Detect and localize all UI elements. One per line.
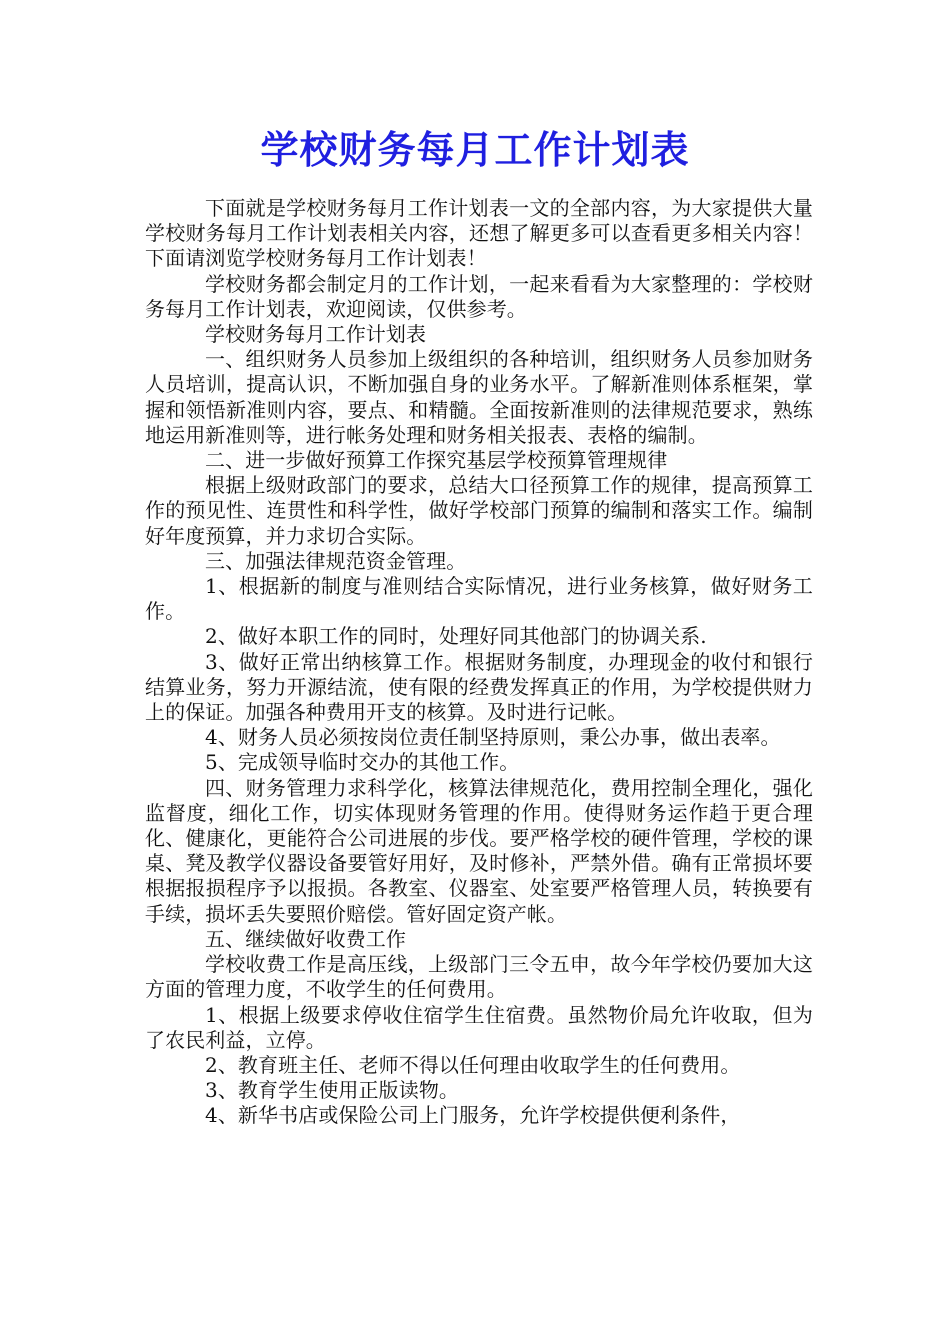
- paragraph-section-5-item-2: 2、教育班主任、老师不得以任何理由收取学生的任何费用。: [205, 1052, 741, 1077]
- paragraph-preface: 学校财务都会制定月的工作计划，一起来看看为大家整理的：学校财务每月工作计划表，欢迎阅读，仅供参考。: [145, 271, 813, 321]
- paragraph-section-3-item-1: 1、根据新的制度与准则结合实际情况，进行业务核算，做好财务工作。: [145, 574, 813, 624]
- paragraph-section-3-item-5: 5、完成领导临时交办的其他工作。: [205, 750, 520, 775]
- paragraph-section-5-body: 学校收费工作是高压线，上级部门三令五申，故今年学校仍要加大这方面的管理力度，不收学生的任何费用。: [145, 952, 813, 1002]
- paragraph-intro: 下面就是学校财务每月工作计划表一文的全部内容，为大家提供大量学校财务每月工作计划表相关内容，还想了解更多可以查看更多相关内容！下面请浏览学校财务每月工作计划表！: [145, 196, 813, 271]
- paragraph-section-5-heading: 五、继续做好收费工作: [205, 926, 406, 951]
- paragraph-section-4: 四、财务管理力求科学化，核算法律规范化，费用控制全理化，强化监督度，细化工作，切实体现财务管理的作用。使得财务运作趋于更合理化、健康化，更能符合公司进展的步伐。要严格学校的硬件管理，学校的课桌、凳及教学仪器设备要管好用好，及时修补，严禁外借。确有正常损坏要根据报损程序予以报损。各教室、仪器室、处室要严格管理人员，转换要有手续，损坏丢失要照价赔偿。管好固定资产帐。: [145, 775, 813, 926]
- paragraph-section-5-item-4: 4、新华书店或保险公司上门服务，允许学校提供便利条件，: [205, 1103, 741, 1128]
- document-body: [145, 196, 813, 1129]
- paragraph-section-1: 一、组织财务人员参加上级组织的各种培训，组织财务人员参加财务人员培训，提高认识，不断加强自身的业务水平。了解新准则体系框架，掌握和领悟新准则内容，要点、和精髓。全面按新准则的法律规范要求，熟练地运用新准则等，进行帐务处理和财务相关报表、表格的编制。: [145, 347, 813, 447]
- paragraph-section-5-item-1: 1、根据上级要求停收住宿学生住宿费。虽然物价局允许收取，但为了农民利益，立停。: [145, 1002, 813, 1052]
- paragraph-section-2-heading: 二、进一步做好预算工作探究基层学校预算管理规律: [205, 448, 668, 473]
- paragraph-section-3-item-3: 3、做好正常出纳核算工作。根据财务制度，办理现金的收付和银行结算业务，努力开源结流，使有限的经费发挥真正的作用，为学校提供财力上的保证。加强各种费用开支的核算。及时进行记帐。: [145, 649, 813, 725]
- paragraph-section-3-heading: 三、加强法律规范资金管理。: [205, 548, 467, 573]
- paragraph-section-3-item-4: 4、财务人员必须按岗位责任制坚持原则，秉公办事，做出表率。: [205, 725, 781, 750]
- paragraph-section-5-item-3: 3、教育学生使用正版读物。: [205, 1078, 460, 1103]
- document-title: 学校财务每月工作计划表: [260, 127, 690, 172]
- paragraph-section-3-item-2: 2、做好本职工作的同时，处理好同其他部门的协调关系.: [205, 624, 707, 649]
- paragraph-subtitle: 学校财务每月工作计划表: [205, 322, 427, 347]
- paragraph-section-2-body: 根据上级财政部门的要求，总结大口径预算工作的规律，提高预算工作的预见性、连贯性和科学性，做好学校部门预算的编制和落实工作。编制好年度预算，并力求切合实际。: [145, 473, 813, 548]
